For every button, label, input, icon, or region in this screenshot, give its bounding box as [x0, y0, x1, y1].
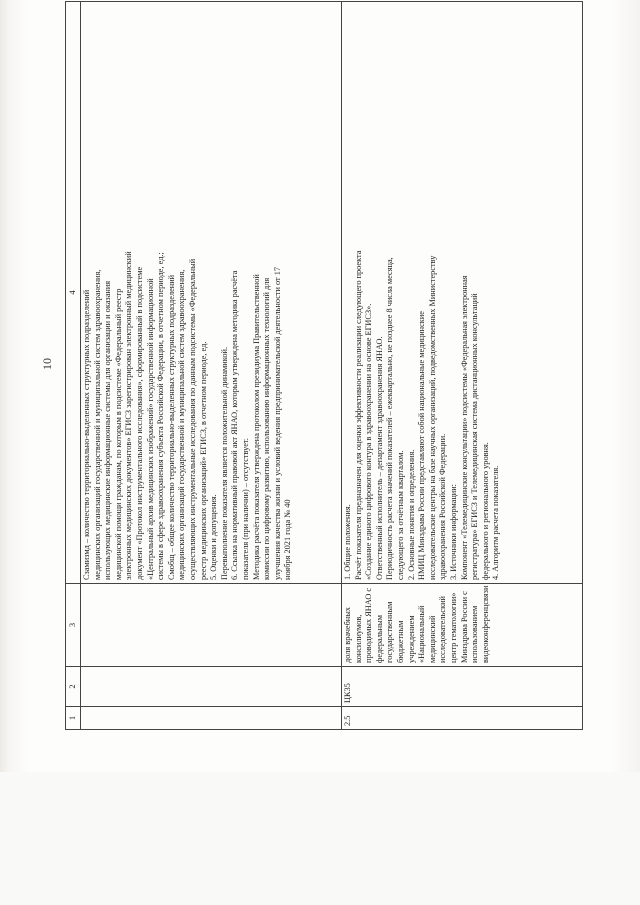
text-line: медицинских организаций государственной и муниципальной систем здравоохранения,: [177, 269, 187, 580]
cell-methodology: [342, 2, 583, 584]
text-line: Периодичность расчета значений показателей – ежеквартально, не позднее 8 числа месяца,: [385, 257, 395, 580]
text-line: «Создание единого цифрового контура в здравоохранении на основе ЕГИСЗ».: [364, 303, 374, 580]
cell-number: 2.5: [342, 707, 583, 730]
text-line: медицинской помощи гражданам, по которым в подсистеме «Федеральный реестр: [113, 288, 123, 580]
text-line: реестр медицинских организаций» ЕГИСЗ, в отчетном периоде, ед.: [198, 341, 208, 580]
name-line: федеральным: [374, 615, 384, 663]
scan-bottom-band: [0, 772, 640, 905]
text-line: 6. Ссылка на нормативный правовой акт ЯНАО, которым утверждена методика расчёта: [230, 270, 240, 580]
name-line: использованием: [470, 605, 480, 663]
text-line: Расчёт показателя предназначен для оценки эффективности реализации следующего проекта: [353, 250, 363, 580]
text-line: регистратура» ЕГИСЗ и Телемедицинская система дистанционных консультаций: [470, 293, 480, 580]
text-line: исследовательские центры на базе научных организаций, подведомственных Министерству: [427, 255, 437, 580]
text-line: Методика расчёта показателя утверждена протоколом президиума Правительственной: [251, 274, 261, 580]
header-col-3: 3: [66, 584, 81, 667]
text-line: электронных медицинских документов» ЕГИСЗ зарегистрирован электронный медицинский: [124, 251, 134, 580]
name-line: Минздрава России с: [459, 591, 469, 663]
name-line: видеоконференцсвязи: [480, 585, 490, 663]
text-line: Ответственный исполнитель – департамент здравоохранения ЯНАО.: [374, 336, 384, 580]
page-number: 10: [40, 358, 54, 370]
text-line: использующих медицинские информационные системы для организации и оказания: [103, 280, 113, 580]
table-header-row: [66, 2, 81, 730]
cell-number: [81, 707, 342, 730]
name-line: медицинский: [427, 615, 437, 663]
text-line: НМИЦ Минздрава России представляют собой национальные медицинские: [417, 311, 427, 580]
name-line: бюджетным: [395, 620, 405, 663]
text-line: здравоохранения Российской Федерации.: [438, 433, 448, 580]
cell-name: [81, 584, 342, 667]
cell-name: [342, 584, 583, 667]
text-line: осуществляющих инструментальные исследования по данным подсистемы «Федеральный: [187, 258, 197, 580]
text-line: Сзамизмд – количество территориально-выделенных структурных подразделений: [82, 289, 91, 580]
header-col-1: 1: [66, 707, 81, 730]
text-line: федерального и регионального уровня.: [480, 442, 490, 580]
text-line: системы в сфере здравоохранения субъекта Российской Федерации, в отчетном периоде, ед.;: [156, 252, 166, 580]
cell-methodology: [81, 2, 342, 584]
name-line: «Национальный: [417, 605, 427, 663]
name-line: доля врачебных: [343, 607, 352, 663]
name-line: центр гематологии»: [448, 592, 458, 663]
name-line: государственным: [385, 601, 395, 663]
text-line: показателя (при наличии) – отсутствует.: [240, 438, 250, 580]
text-line: ноября 2021 года № 40: [283, 499, 293, 580]
text-line: Перевыполнение показателя является положительной динамикой.: [219, 346, 229, 580]
header-col-4: 4: [66, 2, 81, 584]
table-row-2-5: [342, 2, 583, 730]
header-col-2: 2: [66, 667, 81, 707]
cell-code: ЦК35: [342, 667, 583, 707]
text-line: следующего за отчётным кварталом.: [395, 450, 405, 580]
text-line: 3. Источники информации:: [448, 484, 458, 580]
name-line: исследовательский: [438, 596, 448, 663]
text-line: документ «Протокол инструментального исследования», сформированный в подсистеме: [134, 266, 144, 580]
cell-code: [81, 667, 342, 707]
text-line: Компонент «Телемедицинские консультации» подсистемы «Федеральная электронная: [459, 275, 469, 580]
table-row-continuation: [81, 2, 342, 730]
text-line: улучшения качества жизни и условий ведения предпринимательской деятельности от 17: [272, 266, 282, 580]
rotated-document: [65, 30, 610, 730]
name-line: учреждением: [406, 615, 416, 663]
methodology-table: [65, 1, 583, 730]
text-line: «Центральный архив медицинских изображений» государственной информационной: [145, 278, 155, 580]
text-line: 5. Оценки и допущения.: [209, 494, 219, 580]
name-line: проводимых ЯНАО с: [364, 587, 374, 663]
text-line: 2. Основные понятия и определения.: [406, 449, 416, 580]
text-line: комиссии по цифровому развитию, использованию информационных технологий для: [262, 277, 272, 580]
text-line: Смобщ – общее количество территориально-выделенных структурных подразделений: [166, 274, 176, 580]
text-line: 1. Общие положения.: [343, 504, 352, 580]
name-line: консилиумов,: [353, 614, 363, 663]
text-line: 4. Алгоритм расчета показателя.: [491, 465, 501, 580]
text-line: медицинских организаций государственной и муниципальной систем здравоохранения,: [92, 269, 102, 580]
